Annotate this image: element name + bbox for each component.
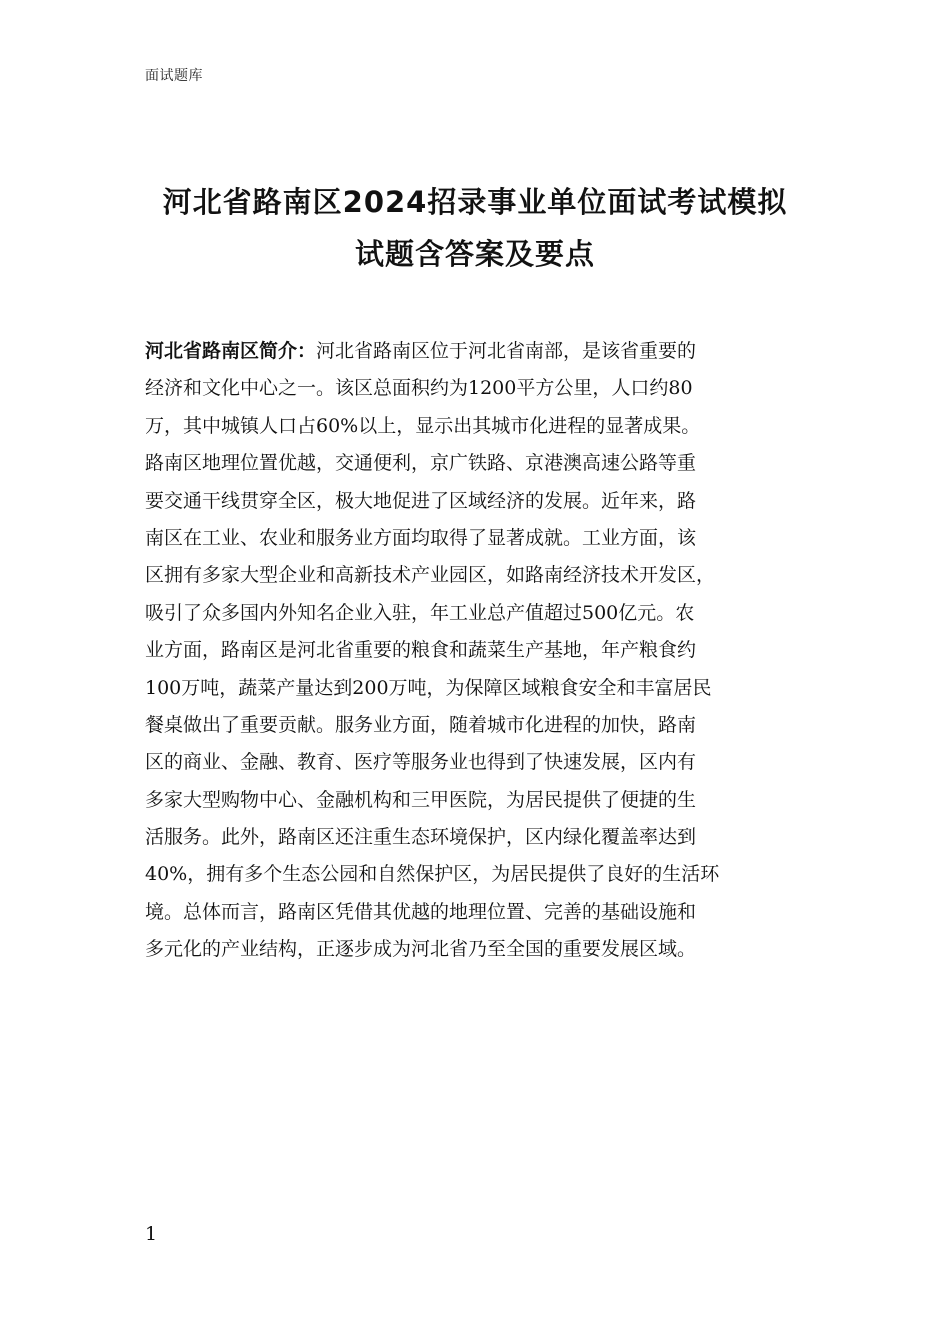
document-title	[130, 176, 820, 280]
paragraph-line: 经济和文化中心之一。该区总面积约为1200平方公里，人口约80	[145, 377, 693, 400]
page-header: 面试题库	[145, 68, 203, 84]
page-number: 1	[145, 1223, 158, 1245]
title-line-1: 河北省路南区2024招录事业单位面试考试模拟	[162, 185, 788, 219]
paragraph-line: 多元化的产业结构，正逐步成为河北省乃至全国的重要发展区域。	[145, 938, 697, 961]
paragraph-line: 万，其中城镇人口占60%以上，显示出其城市化进程的显著成果。	[145, 414, 701, 437]
paragraph-line: 南区在工业、农业和服务业方面均取得了显著成就。工业方面，该	[145, 526, 697, 549]
paragraph-line: 餐桌做出了重要贡献。服务业方面，随着城市化进程的加快，路南	[145, 713, 697, 736]
paragraph-line: 区的商业、金融、教育、医疗等服务业也得到了快速发展，区内有	[145, 751, 697, 774]
paragraph-line: 路南区地理位置优越，交通便利，京广铁路、京港澳高速公路等重	[145, 452, 697, 475]
paragraph-line-text: 河北省路南区位于河北省南部，是该省重要的	[316, 340, 697, 362]
paragraph-line: 多家大型购物中心、金融机构和三甲医院，为居民提供了便捷的生	[145, 788, 697, 811]
intro-lead: 河北省路南区简介：	[145, 340, 317, 362]
paragraph-line: 100万吨，蔬菜产量达到200万吨，为保障区域粮食安全和丰富居民	[145, 676, 712, 699]
title-line-2: 试题含答案及要点	[354, 237, 595, 271]
intro-paragraph	[145, 333, 810, 969]
paragraph-line: 活服务。此外，路南区还注重生态环境保护，区内绿化覆盖率达到	[145, 826, 697, 849]
paragraph-line: 要交通干线贯穿全区，极大地促进了区域经济的发展。近年来，路	[145, 489, 697, 512]
paragraph-line	[145, 333, 810, 370]
paragraph-line: 业方面，路南区是河北省重要的粮食和蔬菜生产基地，年产粮食约	[145, 639, 697, 662]
paragraph-line: 40%，拥有多个生态公园和自然保护区，为居民提供了良好的生活环	[145, 863, 720, 886]
paragraph-line: 境。总体而言，路南区凭借其优越的地理位置、完善的基础设施和	[145, 900, 697, 923]
paragraph-line: 吸引了众多国内外知名企业入驻，年工业总产值超过500亿元。农	[145, 601, 695, 624]
paragraph-line: 区拥有多家大型企业和高新技术产业园区，如路南经济技术开发区，	[145, 564, 716, 587]
